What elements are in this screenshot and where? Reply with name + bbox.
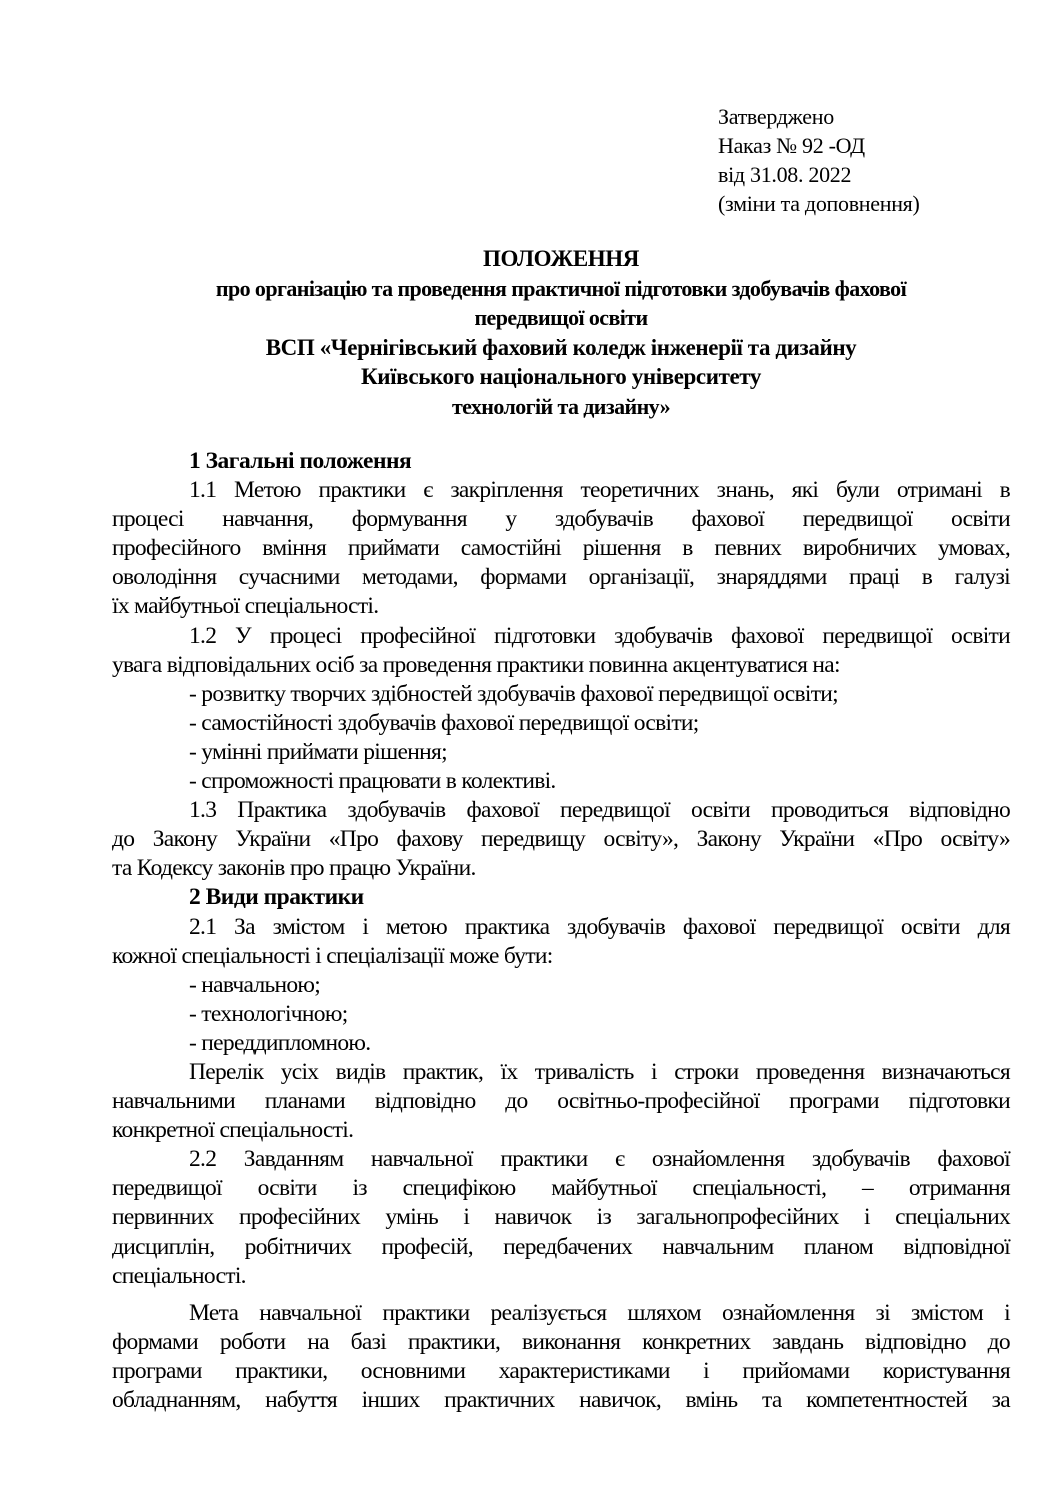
approval-stamp	[718, 102, 920, 218]
paragraph-line: обладнанням, набуття інших практичних навичок, вмінь та компетентностей за	[112, 1387, 1010, 1413]
paragraph-gap	[112, 1291, 1010, 1299]
paragraph-line: конкретної спеціальності.	[112, 1117, 354, 1144]
paragraph-line: професійного вміння приймати самостійні рішення в певних виробничих умовах,	[112, 535, 1010, 562]
paragraph-line: увага відповідальних осіб за проведення практики повинна акцентуватися на:	[112, 651, 840, 678]
paragraph-line: Перелік усіх видів практик, їх тривалість і строки проведення визначаються	[189, 1058, 1010, 1085]
institution-line: Київського національного університету	[361, 364, 761, 389]
list-item: - самостійності здобувачів фахової передвищої освіти;	[189, 709, 699, 736]
paragraph-line: до Закону України «Про фахову передвищу освіту», Закону України «Про освіту»	[112, 826, 1010, 853]
list-item: - навчальною;	[189, 971, 321, 998]
title-main: ПОЛОЖЕННЯ	[483, 246, 639, 271]
paragraph-line: навчальними планами відповідно до освітньо-професійної програми підготовки	[112, 1088, 1010, 1115]
approval-line: Затверджено	[718, 104, 834, 129]
paragraph-line: оволодіння сучасними методами, формами організації, знаряддями праці в галузі	[112, 564, 1010, 591]
paragraph-line: Мета навчальної практики реалізується шляхом ознайомлення зі змістом і	[189, 1299, 1010, 1326]
paragraph-line: 2.1 За змістом і метою практика здобувачів фахової передвищої освіти для	[189, 913, 1010, 940]
paragraph-line: передвищої освіти із специфікою майбутньої спеціальності, – отримання	[112, 1175, 1010, 1202]
list-item: - умінні приймати рішення;	[189, 738, 447, 765]
paragraph-line: 2.2 Завданням навчальної практики є ознайомлення здобувачів фахової	[189, 1146, 1010, 1173]
list-item: - спроможності працювати в колективі.	[189, 768, 556, 795]
document-title	[112, 244, 1010, 421]
institution-line: ВСП «Чернігівський фаховий коледж інженерії та дизайну	[265, 334, 857, 360]
amendments-note: (зміни та доповнення)	[718, 191, 920, 216]
paragraph-line: та Кодексу законів про працю України.	[112, 855, 476, 882]
paragraph-line: первинних професійних умінь і навичок із загальнопрофесійних і спеціальних	[112, 1204, 1010, 1231]
paragraph-line: формами роботи на базі практики, виконання конкретних завдань відповідно до	[112, 1328, 1010, 1355]
list-item: - технологічною;	[189, 1000, 348, 1027]
list-item: - розвитку творчих здібностей здобувачів фахової передвищої освіти;	[189, 680, 839, 707]
paragraph-line: 1.2 У процесі професійної підготовки здобувачів фахової передвищої освіти	[189, 622, 1010, 649]
paragraph-line: 1.3 Практика здобувачів фахової передвищої освіти проводиться відповідно	[189, 797, 1010, 824]
title-subtitle-line: передвищої освіти	[474, 305, 648, 330]
section-heading: 2 Види практики	[189, 884, 364, 911]
order-number: Наказ № 92 -ОД	[718, 133, 865, 158]
paragraph-line: програми практики, основними характеристиками і прийомами користування	[112, 1357, 1010, 1384]
paragraph-line: дисциплін, робітничих професій, передбачених навчальним планом відповідної	[112, 1233, 1010, 1260]
paragraph-line: кожної спеціальності і спеціалізації може бути:	[112, 942, 553, 969]
order-date: від 31.08. 2022	[718, 162, 852, 187]
paragraph-line: 1.1 Метою практики є закріплення теоретичних знань, які були отримані в	[189, 477, 1010, 504]
document-body	[112, 447, 1010, 1415]
section-heading: 1 Загальні положення	[189, 448, 412, 474]
paragraph-line: процесі навчання, формування у здобувачів фахової передвищої освіти	[112, 506, 1010, 533]
paragraph-line: спеціальності.	[112, 1262, 246, 1289]
paragraph-line: їх майбутньої спеціальності.	[112, 593, 379, 620]
institution-line: технологій та дизайну»	[451, 393, 671, 419]
list-item: - переддипломною.	[189, 1029, 371, 1056]
title-subtitle-line: про організацію та проведення практичної підготовки здобувачів фахової	[215, 275, 907, 301]
